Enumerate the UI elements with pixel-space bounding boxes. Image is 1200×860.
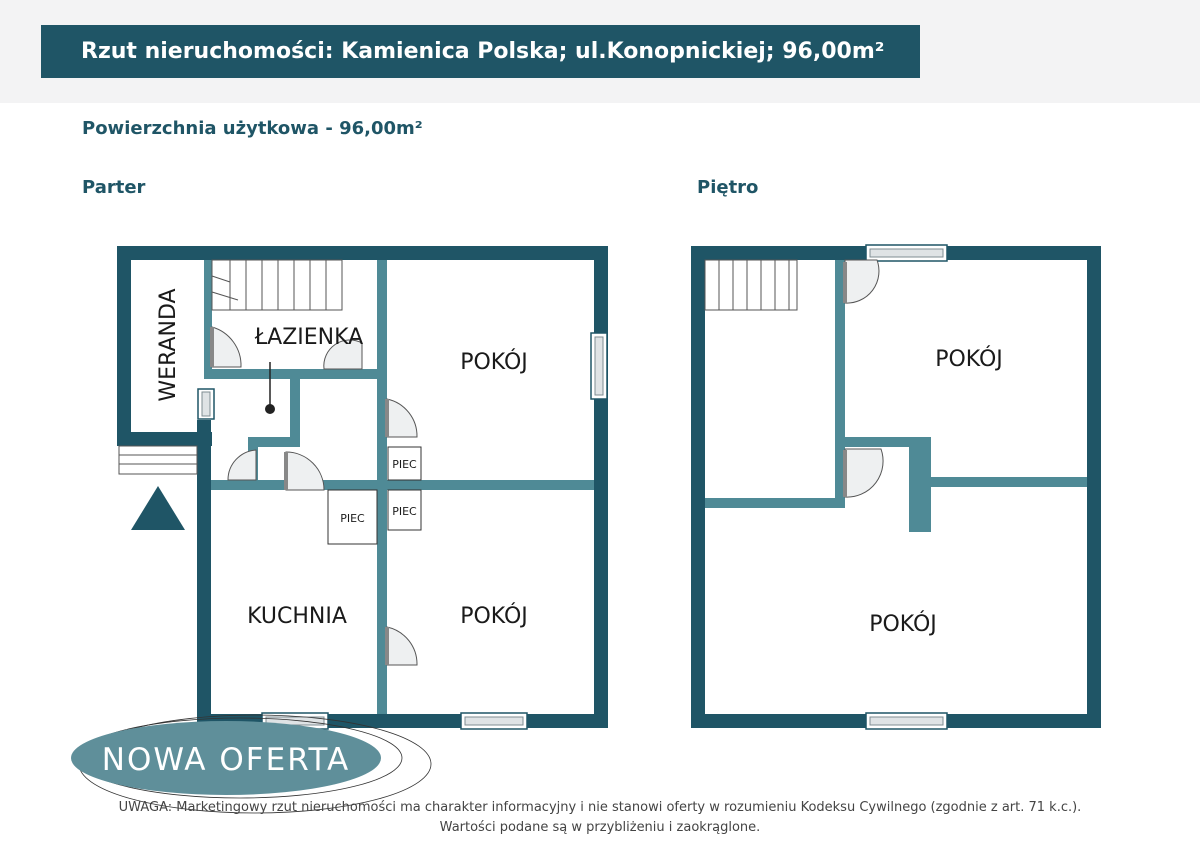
upper-floor-label: Piętro <box>697 177 759 198</box>
stove-label: PIEC <box>392 505 417 518</box>
ground-staircase <box>212 260 342 310</box>
ground-floor-label: Parter <box>82 177 146 198</box>
upper-staircase <box>705 260 797 310</box>
ground-windows <box>198 333 607 729</box>
room-label-pokoj: POKÓJ <box>935 347 1003 372</box>
usable-area-subtitle: Powierzchnia użytkowa - 96,00m² <box>82 118 423 139</box>
entrance-arrow-icon <box>131 486 185 530</box>
stove-label: PIEC <box>392 458 417 471</box>
page-title: Rzut nieruchomości: Kamienica Polska; ul.Konopnickiej; 96,00m² <box>41 25 920 78</box>
door <box>845 449 883 497</box>
bathroom-pointer-dot <box>265 404 275 414</box>
room-label-kuchnia: KUCHNIA <box>247 604 347 629</box>
door <box>286 452 324 490</box>
room-label-pokoj: POKÓJ <box>460 350 528 375</box>
upper-floor-plan <box>691 245 1101 729</box>
ground-floor-plan <box>117 246 608 729</box>
ground-stoves <box>328 447 421 544</box>
stove-label: PIEC <box>340 512 365 525</box>
room-label-pokoj: POKÓJ <box>869 612 937 637</box>
badge-text: NOWA OFERTA <box>101 742 351 778</box>
door <box>387 627 417 665</box>
room-label-weranda: WERANDA <box>156 288 181 402</box>
door <box>212 327 241 367</box>
window <box>866 245 947 261</box>
door <box>228 450 256 480</box>
disclaimer-line-2: Wartości podane są w przybliżeniu i zaokrąglone. <box>439 820 761 835</box>
entrance-steps <box>119 446 197 474</box>
window <box>198 389 214 419</box>
door <box>845 260 879 303</box>
new-offer-badge <box>71 715 431 813</box>
window <box>461 713 527 729</box>
door <box>387 399 417 437</box>
window <box>591 333 607 399</box>
window <box>866 713 947 729</box>
upper-doors <box>845 260 883 497</box>
disclaimer-line-1: UWAGA: Marketingowy rzut nieruchomości ma charakter informacyjny i nie stanowi oferty w rozumieniu Kodeksu Cywilnego (zgodnie z art. 71 k.c.). <box>118 800 1082 815</box>
room-label-lazienka: ŁAZIENKA <box>254 325 364 350</box>
room-label-pokoj: POKÓJ <box>460 604 528 629</box>
